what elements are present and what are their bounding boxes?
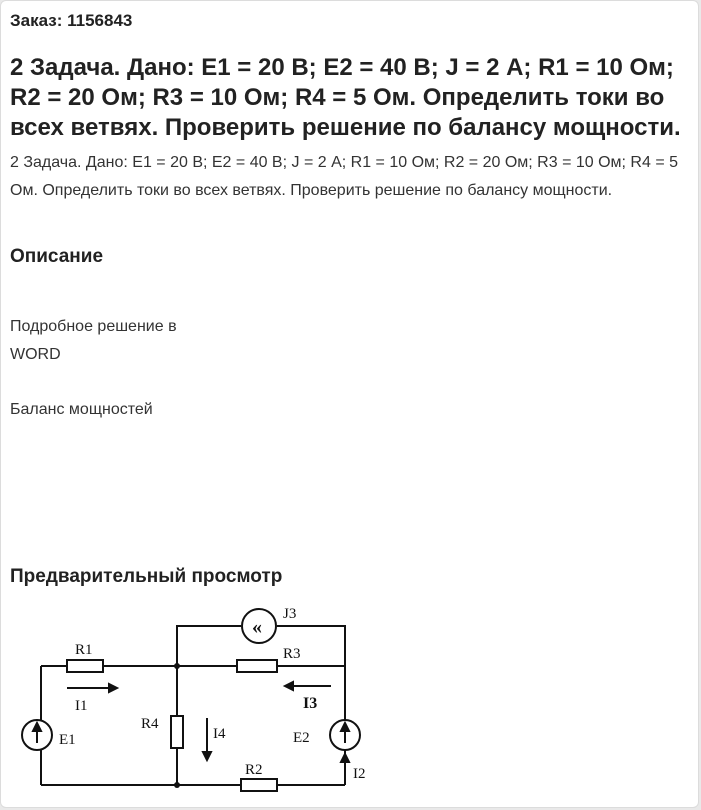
circuit-diagram bbox=[1, 596, 381, 807]
description-line-2: WORD bbox=[10, 346, 61, 363]
r1-resistor bbox=[67, 660, 103, 672]
node-bottom bbox=[174, 782, 180, 788]
label-i2: I2 bbox=[353, 766, 366, 782]
label-r4: R4 bbox=[141, 716, 159, 732]
label-r2: R2 bbox=[245, 762, 263, 778]
r4-resistor bbox=[171, 716, 183, 748]
label-i3: I3 bbox=[303, 695, 318, 712]
description-heading: Описание bbox=[10, 246, 104, 267]
description-line-3: Баланс мощностей bbox=[10, 401, 153, 418]
r3-resistor bbox=[237, 660, 277, 672]
e2-arrow-head bbox=[341, 723, 349, 731]
description-text bbox=[10, 313, 177, 369]
task-title: 2 Задача. Дано: E1 = 20 В; E2 = 40 В; J = 2 А; R1 = 10 Ом; R2 = 20 Ом; R3 = 10 Ом; R4 = 5 Ом. Определить токи во всех ветвях. Проверить решение по балансу мощности. bbox=[10, 54, 681, 141]
i3-arrow-head bbox=[285, 682, 293, 690]
wire-j3-left bbox=[177, 626, 241, 666]
label-e1: E1 bbox=[59, 732, 76, 748]
i4-arrow-head bbox=[203, 752, 211, 760]
order-number: Заказ: 1156843 bbox=[10, 11, 133, 30]
label-r1: R1 bbox=[75, 642, 93, 658]
i1-arrow-head bbox=[109, 684, 117, 692]
description-line-1: Подробное решение в bbox=[10, 318, 177, 335]
j3-symbol: « bbox=[252, 616, 262, 638]
label-i4: I4 bbox=[213, 726, 226, 742]
task-text: 2 Задача. Дано: E1 = 20 В; E2 = 40 В; J = 2 А; R1 = 10 Ом; R2 = 20 Ом; R3 = 10 Ом; R4 = 5 Ом. Определить токи во всех ветвях. Проверить решение по балансу мощности. bbox=[10, 154, 679, 199]
i2-arrow-head bbox=[341, 754, 349, 762]
r2-resistor bbox=[241, 779, 277, 791]
label-j3: J3 bbox=[283, 606, 297, 622]
label-e2: E2 bbox=[293, 730, 310, 746]
label-i1: I1 bbox=[75, 698, 88, 714]
preview-heading: Предварительный просмотр bbox=[10, 566, 283, 587]
node-top bbox=[174, 663, 180, 669]
label-r3: R3 bbox=[283, 646, 301, 662]
e1-arrow-head bbox=[33, 723, 41, 731]
